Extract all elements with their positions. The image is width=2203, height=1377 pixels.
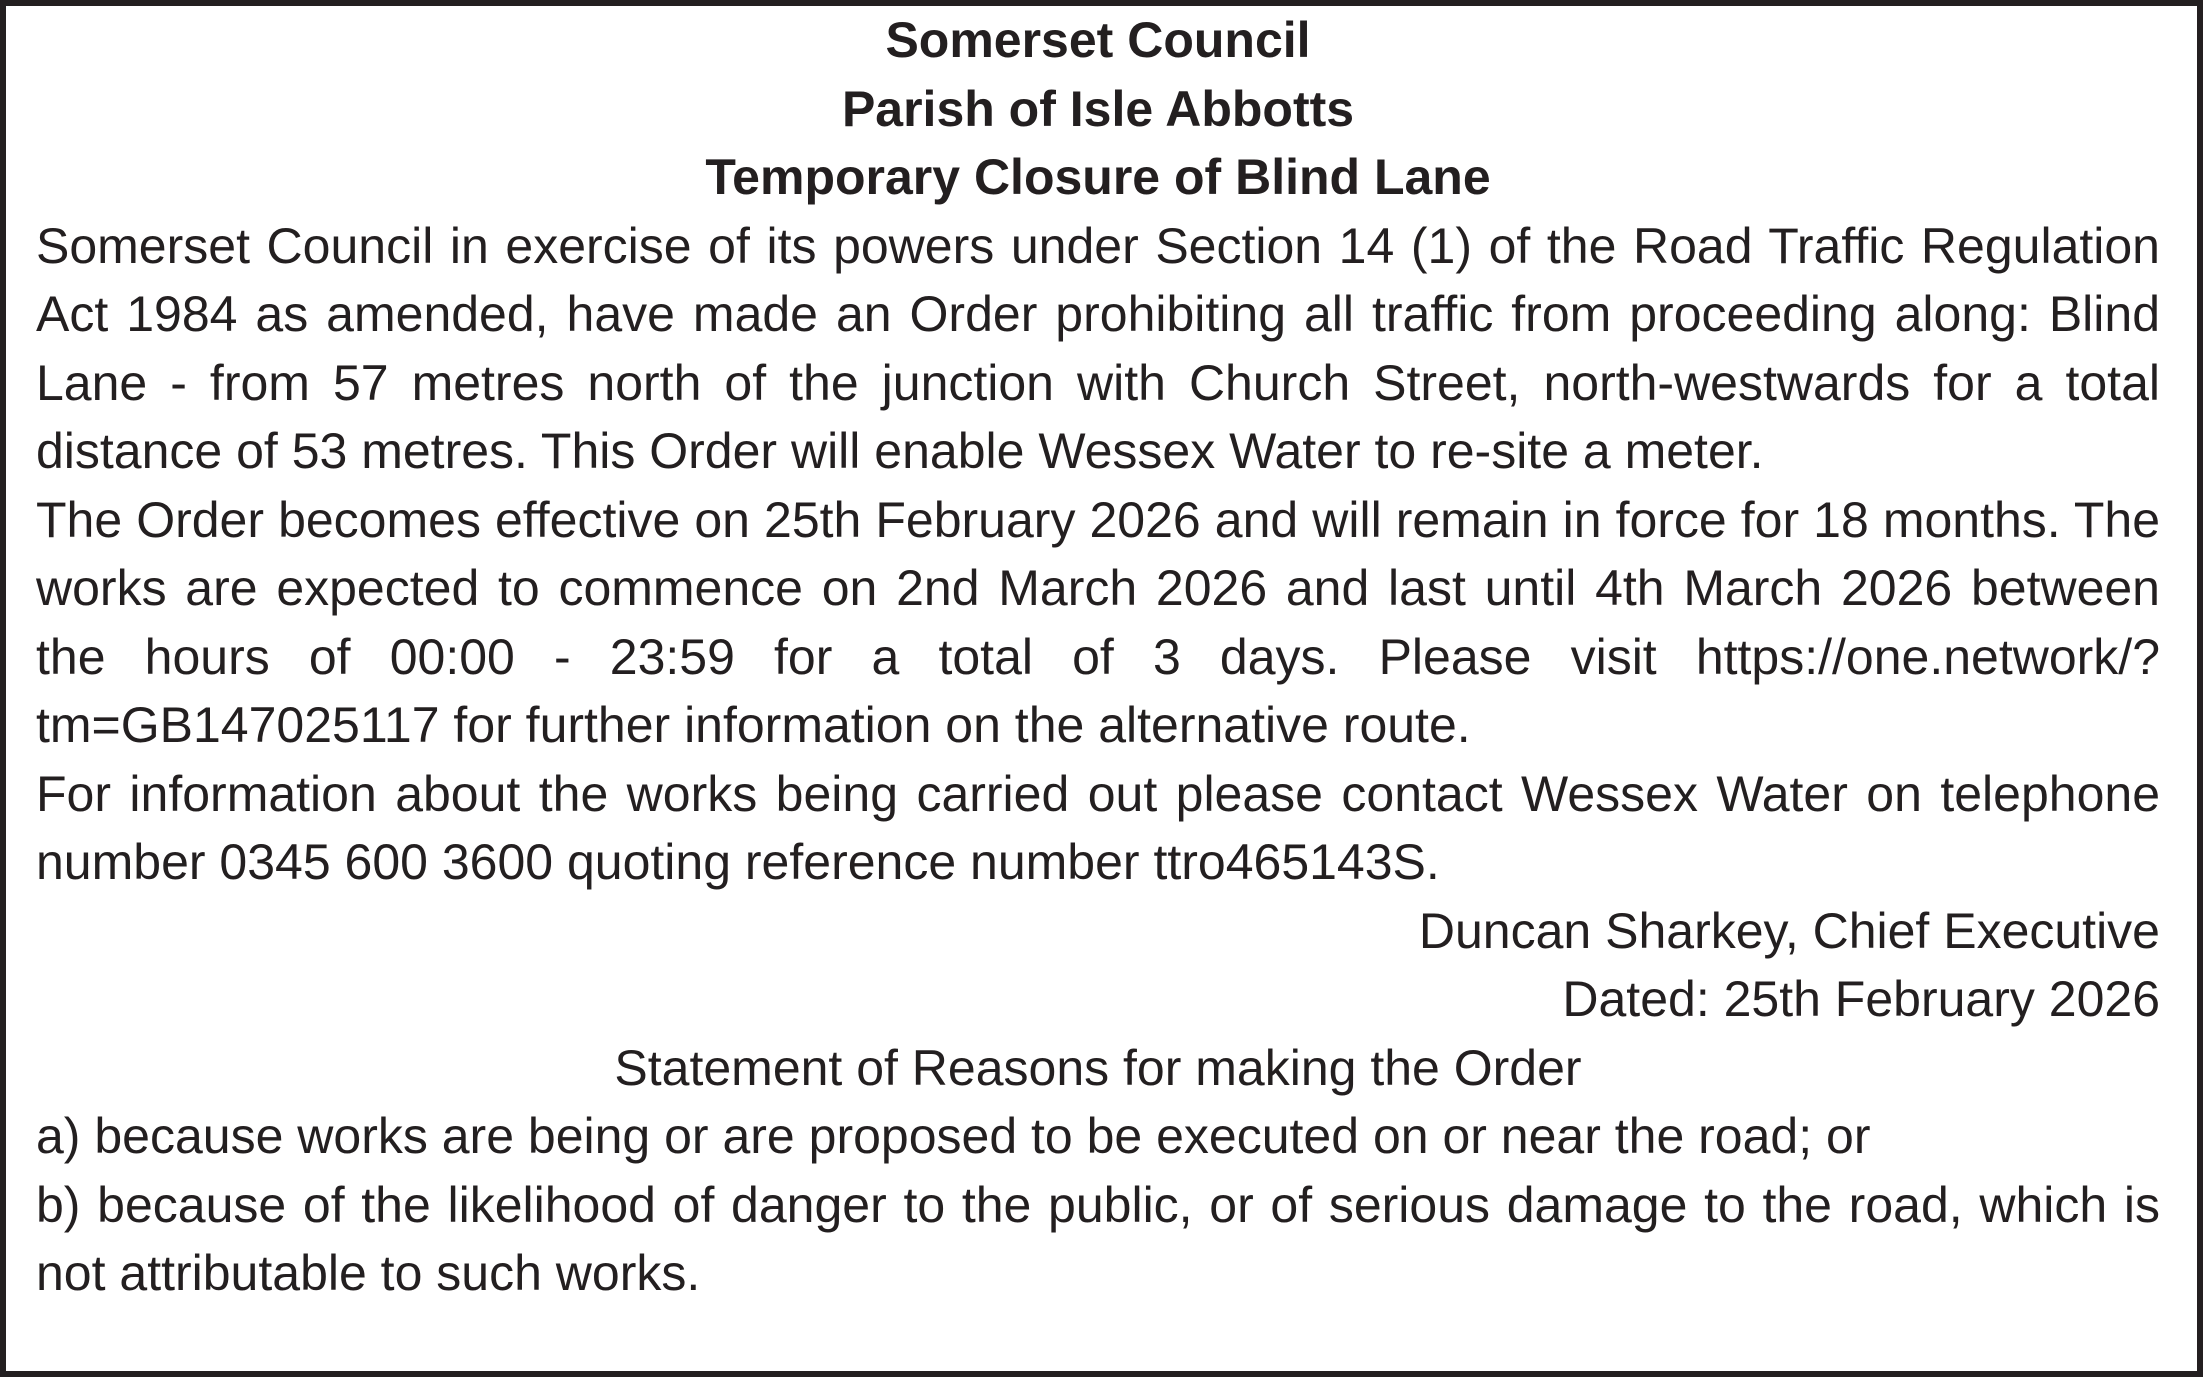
order-dates-paragraph: The Order becomes effective on 25th February 2026 and will remain in force for 18 months. The works are expected to commence on 2nd March 2026 and last until 4th March 2026 between the hours of 00:00 - 23:59 for a total of 3 days. Please visit https://one.network/?tm=GB147025117 for further information on the alternative route. [36,491,2160,753]
order-description-paragraph: Somerset Council in exercise of its powers under Section 14 (1) of the Road Traffic Regulation Act 1984 as amended, have made an Order prohibiting all traffic from proceeding along: Blind Lane - from 57 metres north of the junction with Church Street, north-westwards for a total distance of 53 metres. This Order will enable Wessex Water to re-site a meter. [36,217,2160,479]
reason-a: a) because works are being or are proposed to be executed on or near the road; or [36,1108,1871,1164]
contact-information-paragraph: For information about the works being carried out please contact Wessex Water on telephone number 0345 600 3600 quoting reference number ttro465143S. [36,765,2160,890]
dated-line: Dated: 25th February 2026 [1562,971,2160,1027]
notice-title: Temporary Closure of Blind Lane [705,149,1491,205]
council-name: Somerset Council [885,12,1311,68]
parish-name: Parish of Isle Abbotts [841,80,1355,137]
signatory-line: Duncan Sharkey, Chief Executive [1418,902,2160,959]
statement-of-reasons-heading: Statement of Reasons for making the Order [614,1039,1582,1096]
reason-b: b) because of the likelihood of danger to the public, or of serious damage to the road, which is not attributable to such works. [36,1176,2160,1301]
